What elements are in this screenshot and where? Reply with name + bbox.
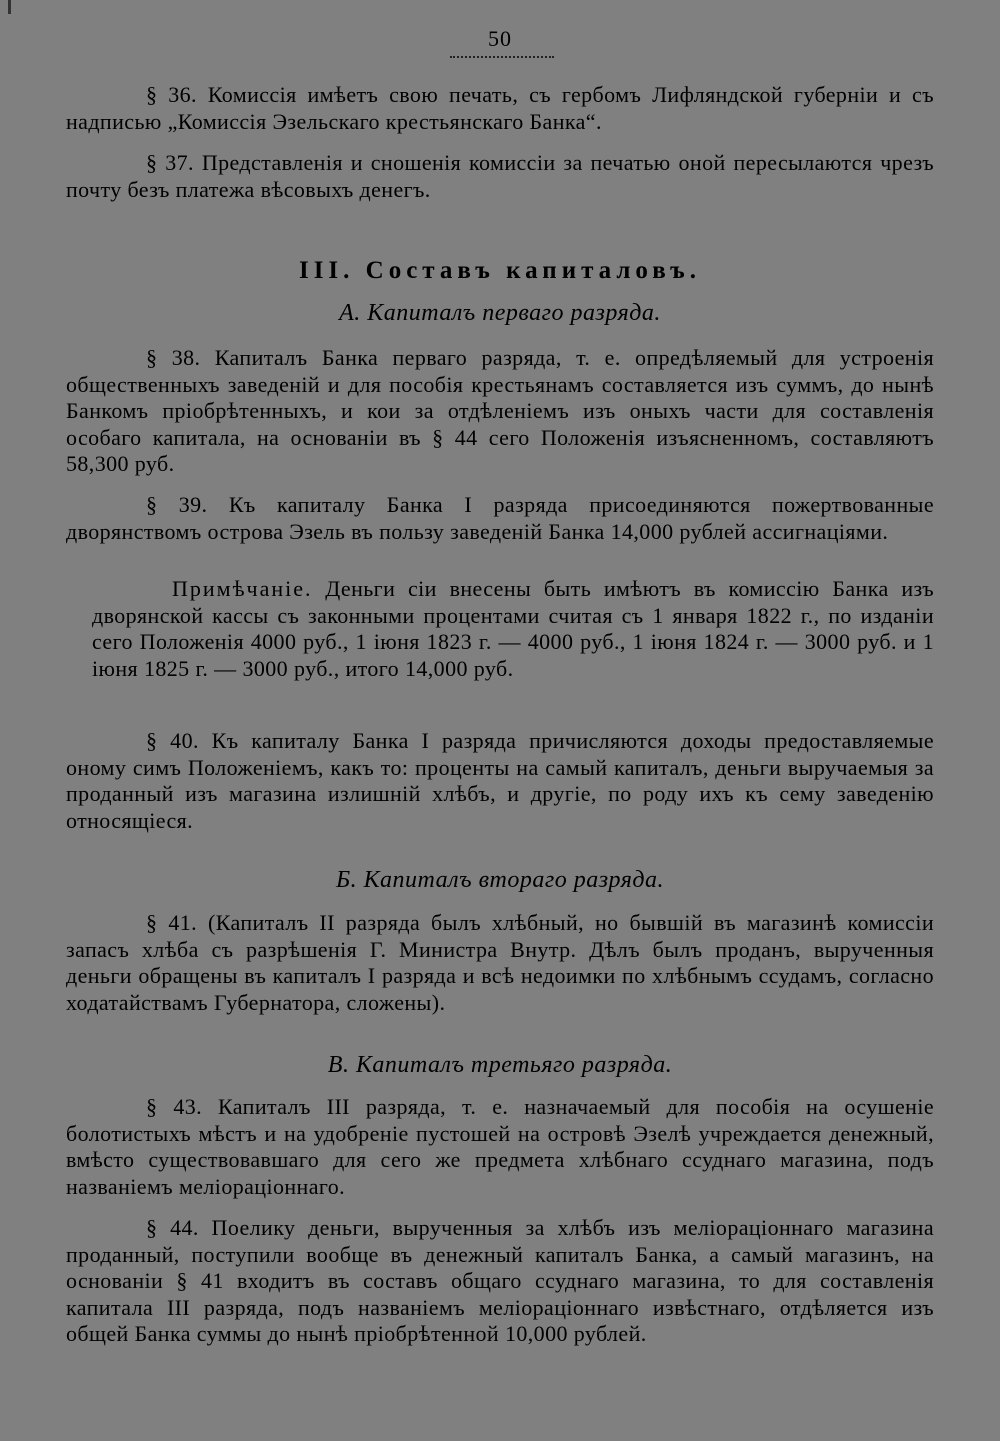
note-label: Примѣчаніе. <box>172 576 313 601</box>
section-44-number: § 44. <box>146 1215 199 1240</box>
subheading-c: В. Капиталъ третьяго разряда. <box>327 1052 673 1078</box>
section-36-text: Комиссія имѣетъ свою печать, съ гербомъ Лифляндской губерніи и съ надписью „Комиссія Эзельскаго крестьянскаго Банка“. <box>66 82 934 134</box>
page-number-rule <box>450 56 554 58</box>
section-38-text: Капиталъ Банка перваго разряда, т. е. опредѣляемый для устроенія общественныхъ заведеній и для пособія крестьянамъ составляется изъ суммъ, до нынѣ Банкомъ пріобрѣтенныхъ, и кои за отдѣленіемъ изъ оныхъ части для составленія особаго капитала, на основаніи въ § 44 сего Положенія изъясненномъ, составляютъ 58,300 руб. <box>66 345 935 476</box>
section-41-text: (Капиталъ II разряда былъ хлѣбный, но бывшій въ магазинѣ комиссіи запасъ хлѣба съ разрѣшенія Г. Министра Внутр. Дѣлъ былъ проданъ, вырученныя деньги обращены въ капиталъ I разряда и всѣ недоимки по хлѣбнымъ ссудамъ, согласно ходатайствамъ Губернатора, сложены). <box>66 910 935 1015</box>
section-40-text: Къ капиталу Банка I разряда причисляются доходы предоставляемые оному симъ Положеніемъ, какъ то: проценты на самый капиталъ, деньги выручаемыя за проданный изъ магазина излишній хлѣбъ, и другіе, по роду ихъ къ сему заведенію относящіеся. <box>66 728 935 833</box>
section-44 <box>66 1215 934 1348</box>
section-37 <box>66 150 934 203</box>
section-38-number: § 38. <box>146 345 201 370</box>
section-36-number: § 36. <box>146 82 197 107</box>
section-40 <box>66 728 934 834</box>
note <box>92 576 934 682</box>
section-38 <box>66 345 934 478</box>
heading-main: III. Составъ капиталовъ. <box>298 257 702 284</box>
subheading-a: А. Капиталъ перваго разряда. <box>339 300 661 326</box>
section-41-number: § 41. <box>146 910 198 935</box>
section-39-text: Къ капиталу Банка I разряда присоединяются пожертвованные дворянствомъ острова Эзель въ пользу заведеній Банка 14,000 рублей ассигнаціями. <box>66 492 934 544</box>
section-44-text: Поелику деньги, вырученныя за хлѣбъ изъ меліораціоннаго магазина проданный, поступили вообще въ денежный капиталъ Банка, а самый магазинъ, на основаніи § 41 входитъ въ составъ общаго ссуднаго магазина, то для составленія капитала III разряда, подъ названіемъ меліораціоннаго извѣстнаго, отдѣляется изъ общей Банка суммы до нынѣ пріобрѣтенной 10,000 рублей. <box>66 1215 934 1346</box>
section-36 <box>66 82 934 135</box>
section-43-number: § 43. <box>146 1094 203 1119</box>
scan-mark <box>8 0 11 14</box>
section-43-text: Капиталъ III разряда, т. е. назначаемый для пособія на осушеніе болотистыхъ мѣстъ и на удобреніе пустошей на островѣ Эзелѣ учреждается денежный, вмѣсто существовавшаго для сего же предмета хлѣбнаго ссуднаго магазина, подъ названіемъ меліораціоннаго. <box>66 1094 935 1199</box>
section-37-number: § 37. <box>146 150 194 175</box>
section-37-text: Представленія и сношенія комиссіи за печатью оной пересылаются чрезъ почту безъ платежа вѣсовыхъ денегъ. <box>66 150 935 202</box>
section-39 <box>66 492 934 545</box>
subheading-b: Б. Капиталъ втораго разряда. <box>335 867 665 893</box>
page-number: 50 <box>488 26 512 51</box>
section-39-number: § 39. <box>146 492 208 517</box>
section-40-number: § 40. <box>146 728 199 753</box>
section-43 <box>66 1094 934 1200</box>
note-text: Деньги сіи внесены быть имѣютъ въ комиссію Банка изъ дворянской кассы съ законными процентами считая съ 1 января 1822 г., по изданіи сего Положенія 4000 руб., 1 іюня 1823 г. — 4000 руб., 1 іюня 1824 г. — 3000 руб. и 1 іюня 1825 г. — 3000 руб., итого 14,000 руб. <box>92 576 934 681</box>
section-41 <box>66 910 934 1016</box>
